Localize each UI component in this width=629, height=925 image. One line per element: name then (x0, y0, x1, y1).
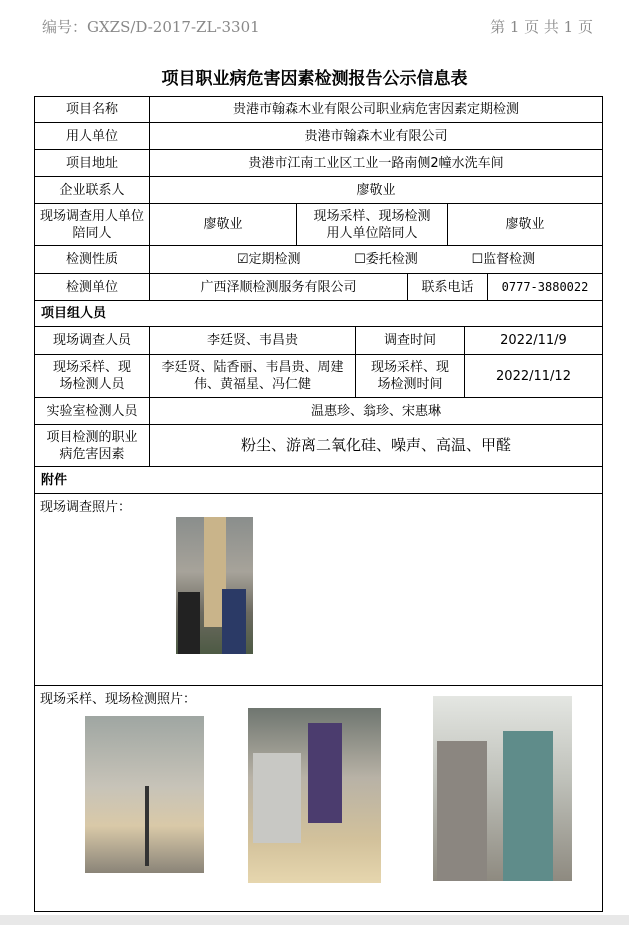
label-address: 项目地址 (34, 149, 150, 177)
label-sampling-time: 现场采样、现场检测时间 (355, 354, 465, 398)
label-phone: 联系电话 (407, 273, 488, 301)
org: 广西泽顺检测服务有限公司 (149, 273, 408, 301)
sampling-time: 2022/11/12 (464, 354, 603, 398)
survey-photos-label: 现场调查照片： (40, 500, 132, 515)
team-heading: 项目组人员 (34, 300, 603, 327)
sampling-escort: 廖敬业 (447, 203, 603, 246)
employer: 贵港市翰森木业有限公司 (149, 122, 603, 150)
label-org: 检测单位 (34, 273, 150, 301)
survey-photo (176, 517, 253, 654)
survey-escort: 廖敬业 (149, 203, 297, 246)
label-employer: 用人单位 (34, 122, 150, 150)
label-lab-staff: 实验室检测人员 (34, 397, 150, 425)
label-survey-staff: 现场调查人员 (34, 326, 150, 355)
sampling-photo-3 (433, 696, 572, 881)
document-number: 编号：GXZS/D-2017-ZL-3301 (42, 18, 260, 36)
sampling-photo-1 (85, 716, 204, 873)
phone: 0777-3880022 (487, 273, 603, 301)
survey-staff: 李廷贤、韦昌贵 (149, 326, 356, 355)
label-survey-time: 调查时间 (355, 326, 465, 355)
sampling-photo-2 (248, 708, 381, 883)
label-survey-escort: 现场调查用人单位陪同人 (34, 203, 150, 246)
label-sampling-staff: 现场采样、现场检测人员 (34, 354, 150, 398)
label-nature: 检测性质 (34, 245, 150, 274)
sampling-staff: 李廷贤、陆香丽、韦昌贵、周建伟、黄福星、冯仁健 (149, 354, 356, 398)
hazards: 粉尘、游离二氧化硅、噪声、高温、甲醛 (149, 424, 603, 467)
label-project-name: 项目名称 (34, 96, 150, 123)
page-indicator: 第 1 页 共 1 页 (490, 18, 593, 36)
survey-photo-cell (34, 493, 603, 686)
label-sampling-escort: 现场采样、现场检测用人单位陪同人 (296, 203, 448, 246)
survey-time: 2022/11/9 (464, 326, 603, 355)
label-hazards: 项目检测的职业病危害因素 (34, 424, 150, 467)
checkbox-regular[interactable]: ☑定期检测 (236, 252, 301, 267)
project-name: 贵港市翰森木业有限公司职业病危害因素定期检测 (149, 96, 603, 123)
lab-staff: 温惠珍、翁珍、宋惠琳 (149, 397, 603, 425)
label-contact: 企业联系人 (34, 176, 150, 204)
page-title: 项目职业病危害因素检测报告公示信息表 (161, 69, 468, 89)
nature-options (149, 245, 603, 274)
page-bottom-bar (0, 915, 629, 925)
checkbox-commissioned[interactable]: ☐委托检测 (354, 252, 418, 267)
sampling-photos-label: 现场采样、现场检测照片： (40, 692, 197, 707)
checkbox-supervision[interactable]: ☐监督检测 (471, 252, 536, 267)
contact: 廖敬业 (149, 176, 603, 204)
attachments-heading: 附件 (34, 466, 603, 494)
address: 贵港市江南工业区工业一路南侧2幢水洗车间 (149, 149, 603, 177)
